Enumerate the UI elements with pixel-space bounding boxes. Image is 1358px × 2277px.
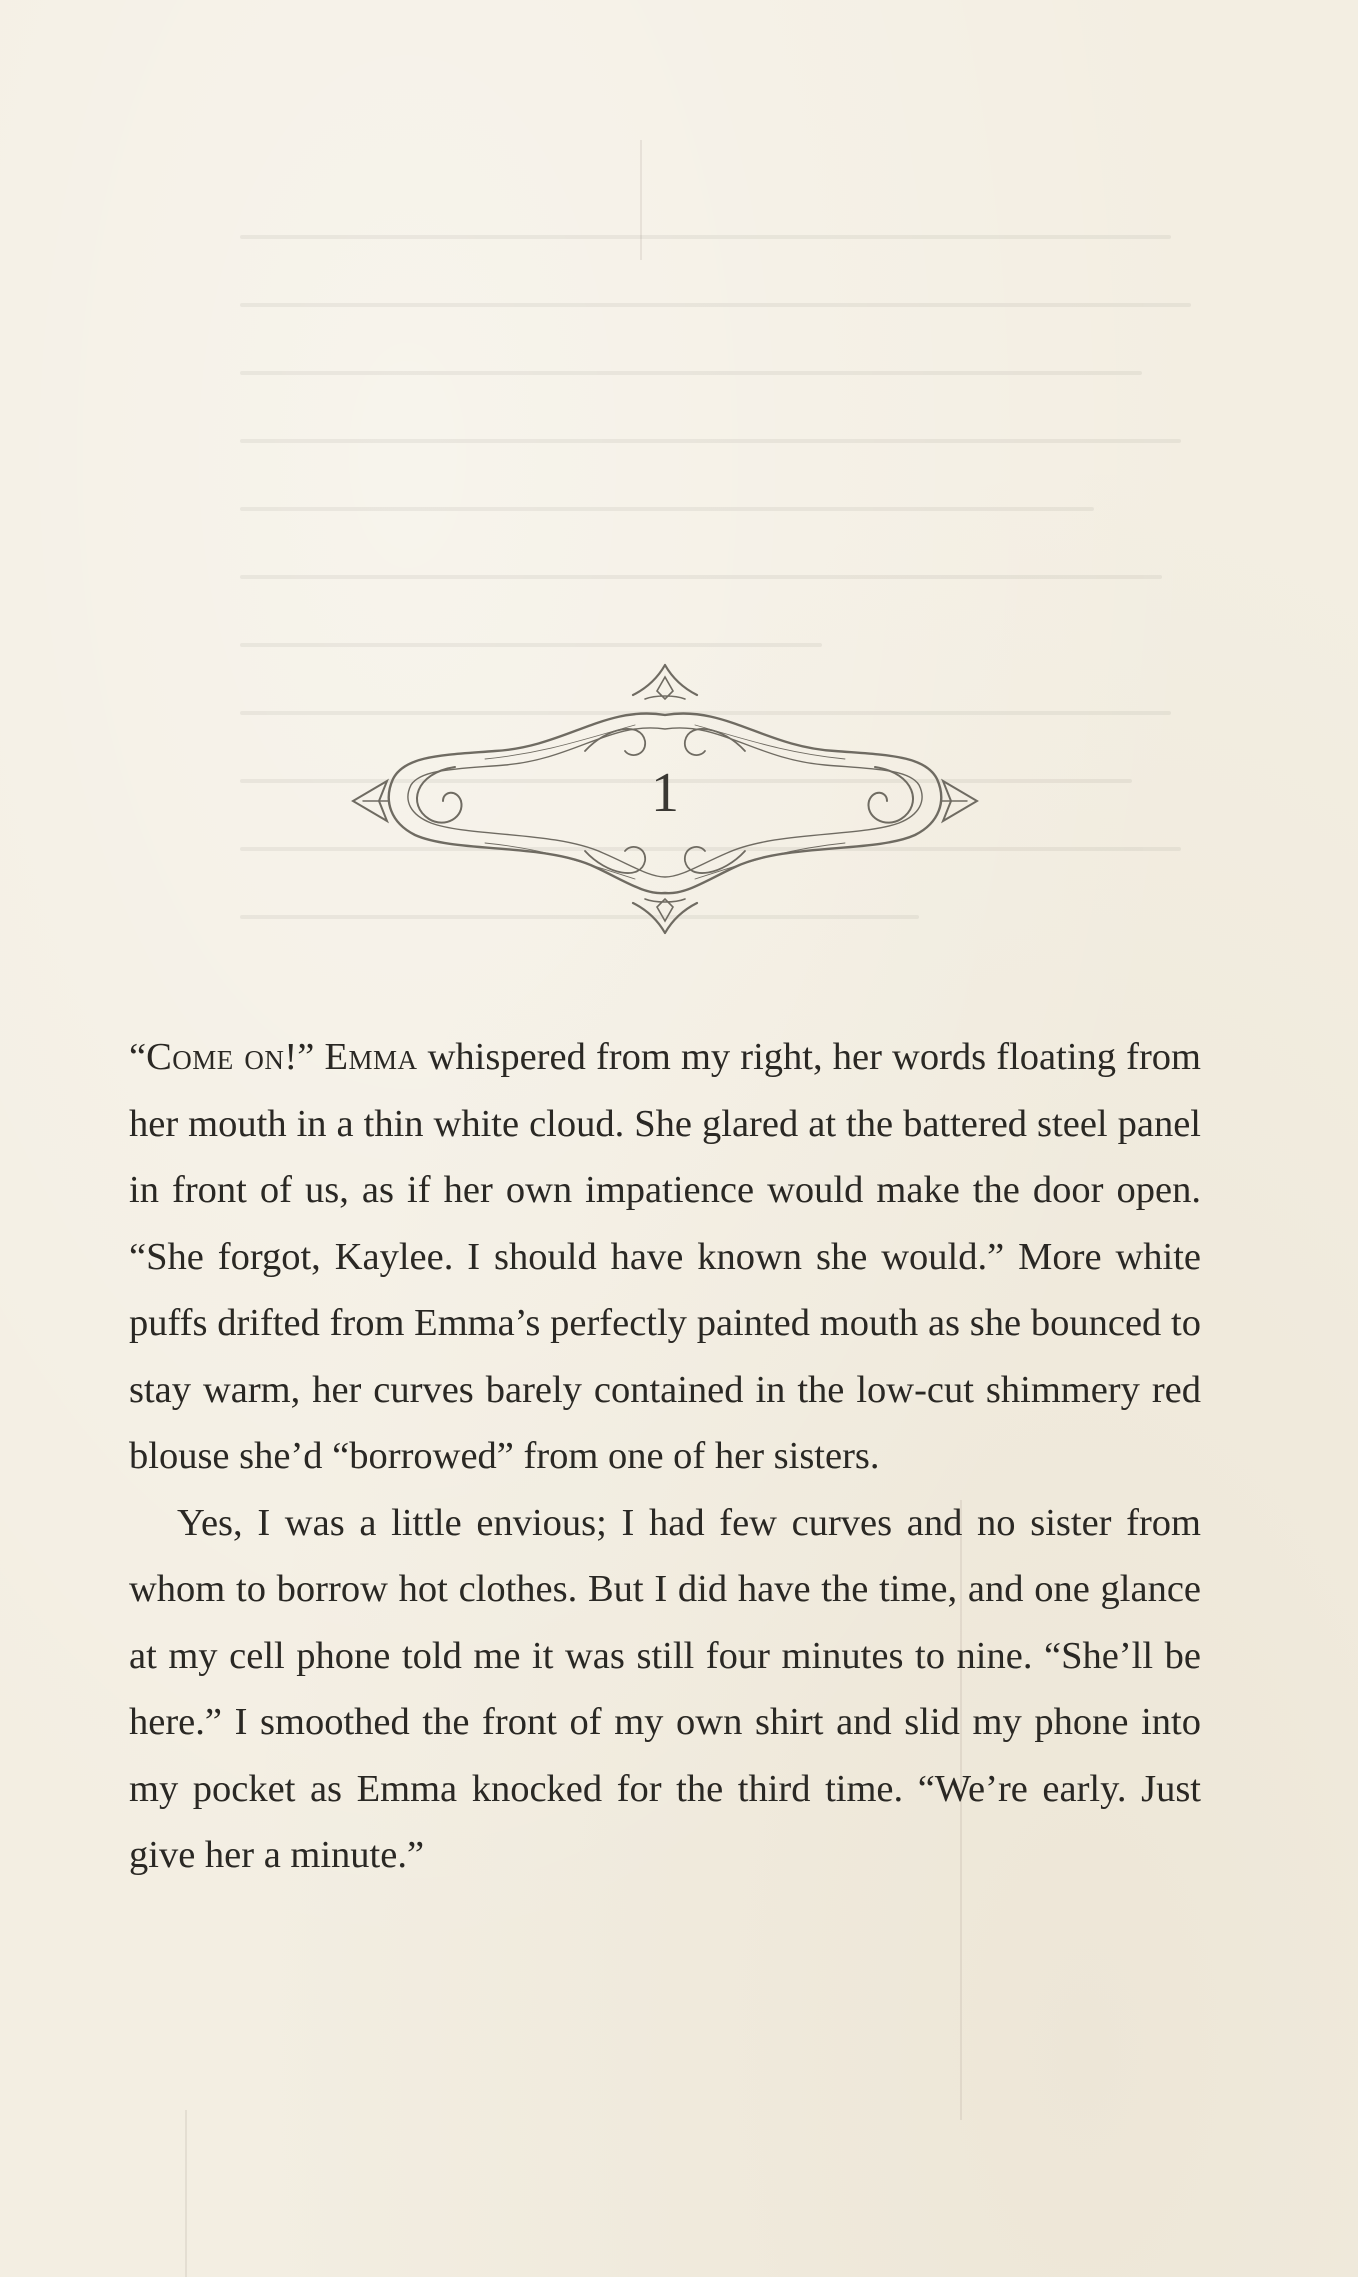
- smallcaps-opening-phrase: Come on: [146, 1036, 285, 1078]
- opening-quote: “: [129, 1036, 147, 1078]
- page-crease: [640, 140, 642, 260]
- chapter-body-text: [129, 1024, 1201, 1889]
- paragraph-1: [129, 1024, 1201, 1490]
- paragraph-2: Yes, I was a little envious; I had few curves and no sister from whom to borrow hot clothes. But I did have the time, and one glance at my cell phone told me it was still four minutes to nine. “She’ll be here.” I smoothed the front of my own shirt and slid my phone into my pocket as Emma knocked for the third time. “We’re early. Just give her a minute.”: [129, 1501, 1201, 1876]
- quote-close: !”: [284, 1036, 325, 1078]
- smallcaps-name: Emma: [324, 1036, 418, 1078]
- paragraph-1-text: whispered from my right, her words floating from her mouth in a thin white cloud. She glared at the battered steel panel in front of us, as if her own impatience would make the door open. “She forgot, Kaylee. I should have known she would.” More white puffs drifted from Emma’s perfectly painted mouth as she bounced to stay warm, her curves barely contained in the low-cut shimmery red blouse she’d “borrowed” from one of her sisters.: [129, 1036, 1201, 1477]
- chapter-number: 1: [651, 762, 679, 824]
- page-crease: [185, 2110, 187, 2277]
